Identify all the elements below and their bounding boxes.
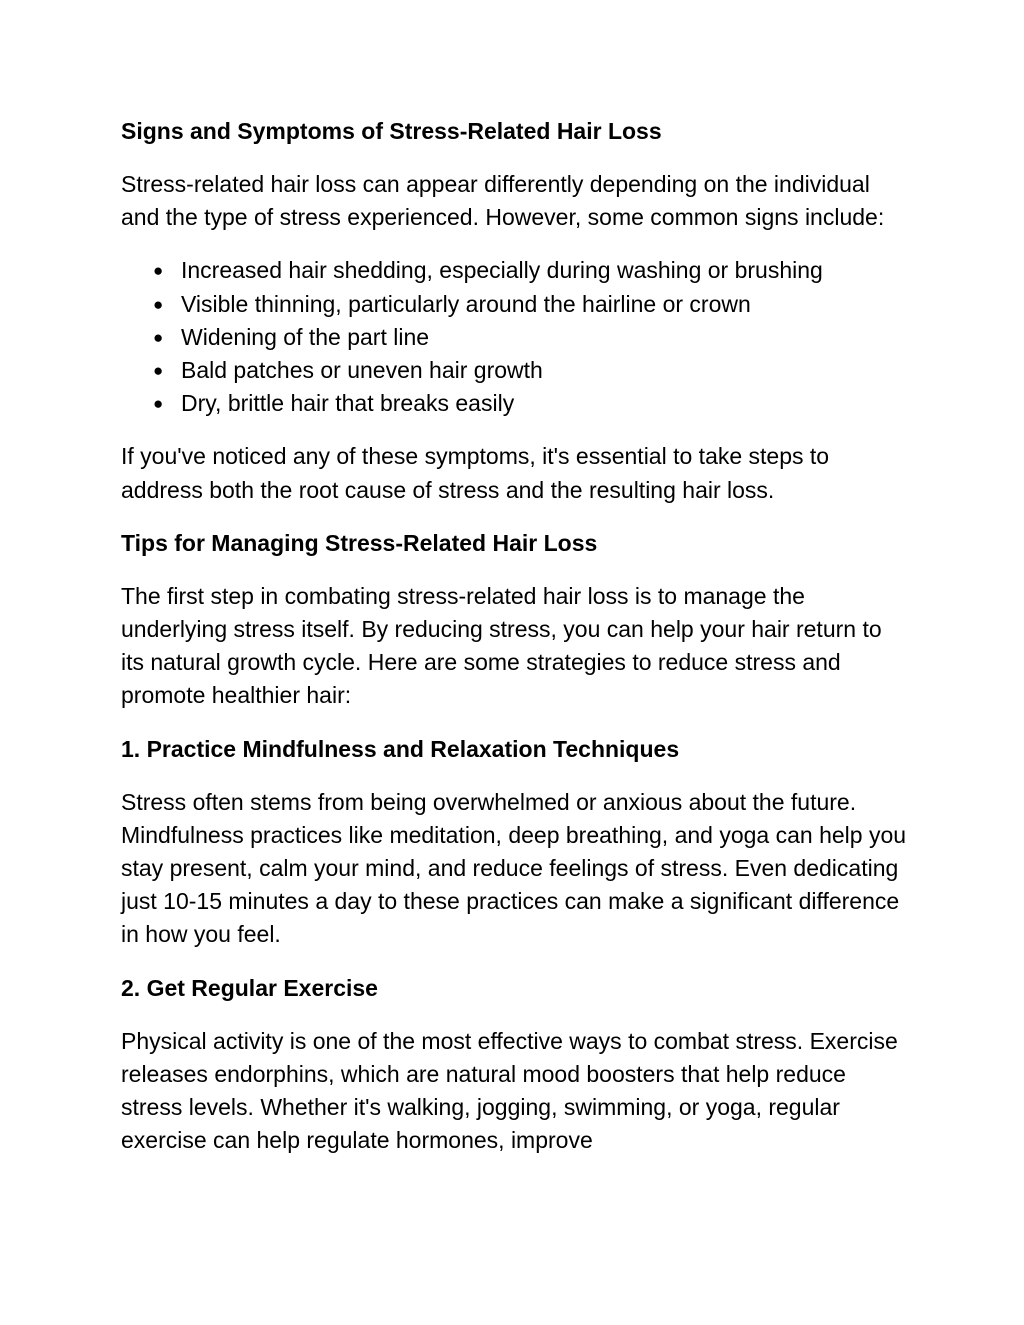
document-page bbox=[121, 115, 911, 1177]
list-item-text: Widening of the part line bbox=[181, 323, 430, 350]
list-item-text: Visible thinning, particularly around the hairline or crown bbox=[181, 290, 751, 317]
paragraph-mindfulness: Stress often stems from being overwhelmed or anxious about the future. Mindfulness practices like meditation, deep breathing, and yoga can help you stay present, calm your mind, and reduce feelings of stress. Even dedicating just 10-15 minutes a day to these practices can make a significant difference in how you feel. bbox=[121, 788, 907, 948]
section-heading-exercise: 2. Get Regular Exercise bbox=[121, 974, 378, 1001]
section-heading-signs-symptoms: Signs and Symptoms of Stress-Related Hair Loss bbox=[121, 118, 662, 144]
bullet-icon: ● bbox=[153, 394, 164, 414]
paragraph-managing-intro: The first step in combating stress-related hair loss is to manage the underlying stress itself. By reducing stress, you can help your hair return to its natural growth cycle. Here are some strategies to reduce stress and promote healthier hair: bbox=[121, 582, 882, 709]
list-item-text: Bald patches or uneven hair growth bbox=[181, 357, 543, 384]
paragraph-symptoms-intro: Stress-related hair loss can appear differently depending on the individual and the type of stress experienced. However, some common signs include: bbox=[121, 171, 885, 231]
paragraph-exercise: Physical activity is one of the most effective ways to combat stress. Exercise releases endorphins, which are natural mood boosters that help reduce stress levels. Whether it's walking, jogging, swimming, or yoga, regular exercise can help regulate hormones, improve bbox=[121, 1027, 898, 1154]
bullet-icon: ● bbox=[153, 261, 164, 281]
list-item bbox=[121, 254, 911, 287]
list-item bbox=[121, 354, 911, 387]
list-item bbox=[121, 387, 911, 420]
section-heading-mindfulness: 1. Practice Mindfulness and Relaxation Techniques bbox=[121, 735, 680, 762]
section-heading-managing-tips: Tips for Managing Stress-Related Hair Loss bbox=[121, 529, 598, 556]
symptoms-list bbox=[121, 254, 911, 420]
bullet-icon: ● bbox=[153, 327, 164, 347]
bullet-icon: ● bbox=[153, 294, 164, 314]
paragraph-symptoms-outro: If you've noticed any of these symptoms, it's essential to take steps to address both the root cause of stress and the resulting hair loss. bbox=[121, 443, 830, 503]
list-item bbox=[121, 288, 911, 321]
bullet-icon: ● bbox=[153, 361, 164, 381]
list-item-text: Dry, brittle hair that breaks easily bbox=[181, 390, 515, 417]
list-item-text: Increased hair shedding, especially during washing or brushing bbox=[181, 257, 823, 284]
list-item bbox=[121, 321, 911, 354]
